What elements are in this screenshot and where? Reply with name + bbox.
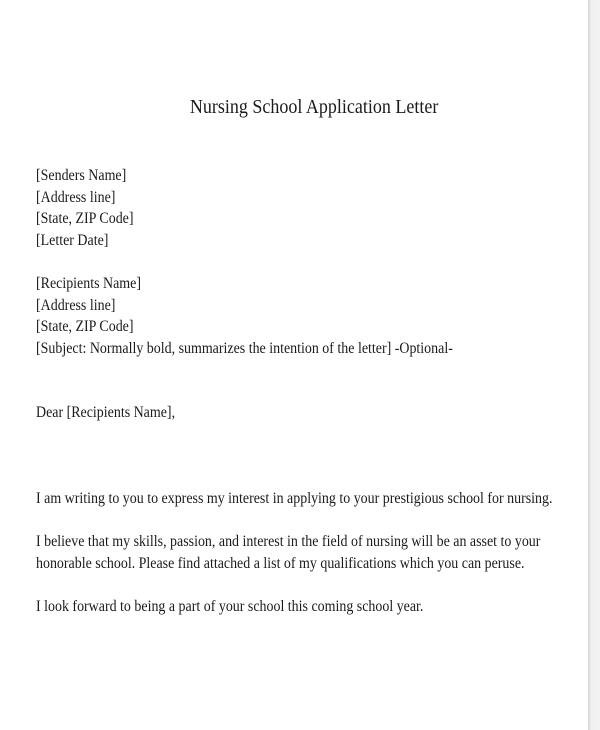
subject-line: [Subject: Normally bold, summarizes the intention of the letter] -Optional- (36, 339, 453, 357)
salutation (36, 402, 175, 424)
letter-date: [Letter Date] (36, 231, 109, 249)
recipient-address-block (36, 273, 453, 359)
body-paragraph (36, 488, 552, 510)
document-title: Nursing School Application Letter (189, 96, 439, 118)
salutation-text: Dear [Recipients Name], (36, 404, 176, 421)
body-paragraph (36, 531, 540, 574)
recipient-state-zip: [State, ZIP Code] (36, 318, 134, 335)
paragraph-line: I believe that my skills, passion, and interest in the field of nursing will be an asset to your (36, 533, 541, 550)
paragraph-line: I look forward to being a part of your school this coming school year. (36, 598, 424, 615)
paragraph-line: I am writing to you to express my interest in applying to your prestigious school for nursing. (36, 490, 553, 507)
sender-name: [Senders Name] (36, 167, 127, 184)
paragraph-line: honorable school. Please find attached a list of my qualifications which you can peruse. (36, 554, 525, 572)
body-paragraph (36, 596, 423, 618)
recipient-name: [Recipients Name] (36, 275, 141, 292)
page-edge-shadow (588, 0, 600, 730)
sender-address-block (36, 165, 134, 251)
sender-state-zip: [State, ZIP Code] (36, 210, 134, 227)
sender-address-line: [Address line] (36, 188, 116, 206)
recipient-address-line: [Address line] (36, 296, 116, 314)
